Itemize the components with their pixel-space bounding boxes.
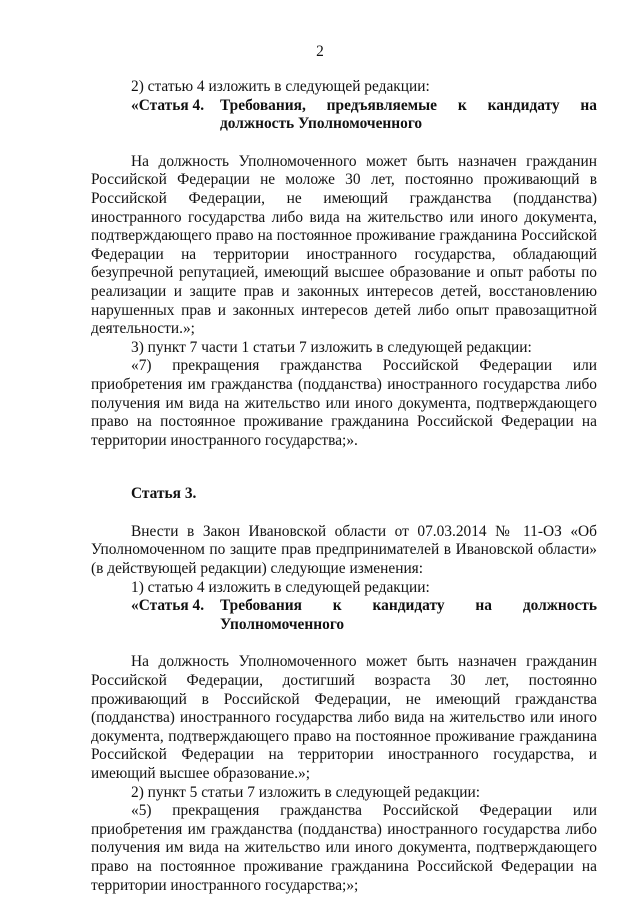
article-heading — [91, 97, 597, 134]
clause-text: «7) прекращения гражданства Российской Федерации или приобретения им гражданства (подданства) иностранного государства либо получения им вида на жительство или иного документа, подтверждающего право на постоянное проживание гражданина Российской Федерации на территории иностранного государства;». — [91, 357, 597, 449]
article-heading — [91, 597, 597, 634]
amendment-item: 3) пункт 7 части 1 статьи 7 изложить в следующей редакции: — [131, 338, 532, 356]
article-number: «Статья 4. — [131, 597, 205, 615]
article-number: «Статья 4. — [131, 96, 205, 114]
article-text: На должность Уполномоченного может быть назначен гражданин Российской Федерации, достигший возраста 30 лет, постоянно проживающий в Российской Федерации, не имеющий гражданства (подданства) иностранного государства либо вида на жительство или иного документа, подтверждающего право на постоянное проживание гражданина Российской Федерации на территории иностранного государства, и имеющий высшее образование.»; — [91, 653, 597, 782]
article-text: На должность Уполномоченного может быть назначен гражданин Российской Федерации не моложе 30 лет, постоянно проживающий в Российской Федерации, не имеющий гражданства (подданства) иностранного государства либо вида на жительство или иного документа, подтверждающего право на постоянное проживание гражданина Российской Федерации на территории иностранного государства, обладающий безупречной репутацией, имеющий высшее образование и опыт работы по реализации и защите прав и законных интересов детей, восстановлению нарушенных прав и законных интересов детей либо опыт правозащитной деятельности.»; — [91, 152, 597, 338]
page-number: 2 — [316, 43, 324, 60]
article-heading-statya-3: Статья 3. — [131, 485, 197, 503]
amendment-item: 2) пункт 5 статьи 7 изложить в следующей редакции: — [131, 783, 481, 801]
amendment-item: 1) статью 4 изложить в следующей редакции: — [131, 578, 430, 596]
article-title: Требования к кандидату на должность Уполномоченного — [220, 597, 597, 633]
article-title: Требования, предъявляемые к кандидату на должность Уполномоченного — [220, 96, 597, 133]
article-intro: Внести в Закон Ивановской области от 07.03.2014 № 11-ОЗ «Об Уполномоченном по защите прав предпринимателей в Ивановской области» (в действующей редакции) следующие изменения: — [91, 522, 597, 578]
clause-text: «5) прекращения гражданства Российской Федерации или приобретения им гражданства (подданства) иностранного государства либо получения им вида на жительство или иного документа, подтверждающего право на постоянное проживание гражданина Российской Федерации на территории иностранного государства;»; — [91, 802, 597, 894]
amendment-item: 2) статью 4 изложить в следующей редакции: — [131, 78, 430, 95]
document-body — [91, 78, 597, 895]
